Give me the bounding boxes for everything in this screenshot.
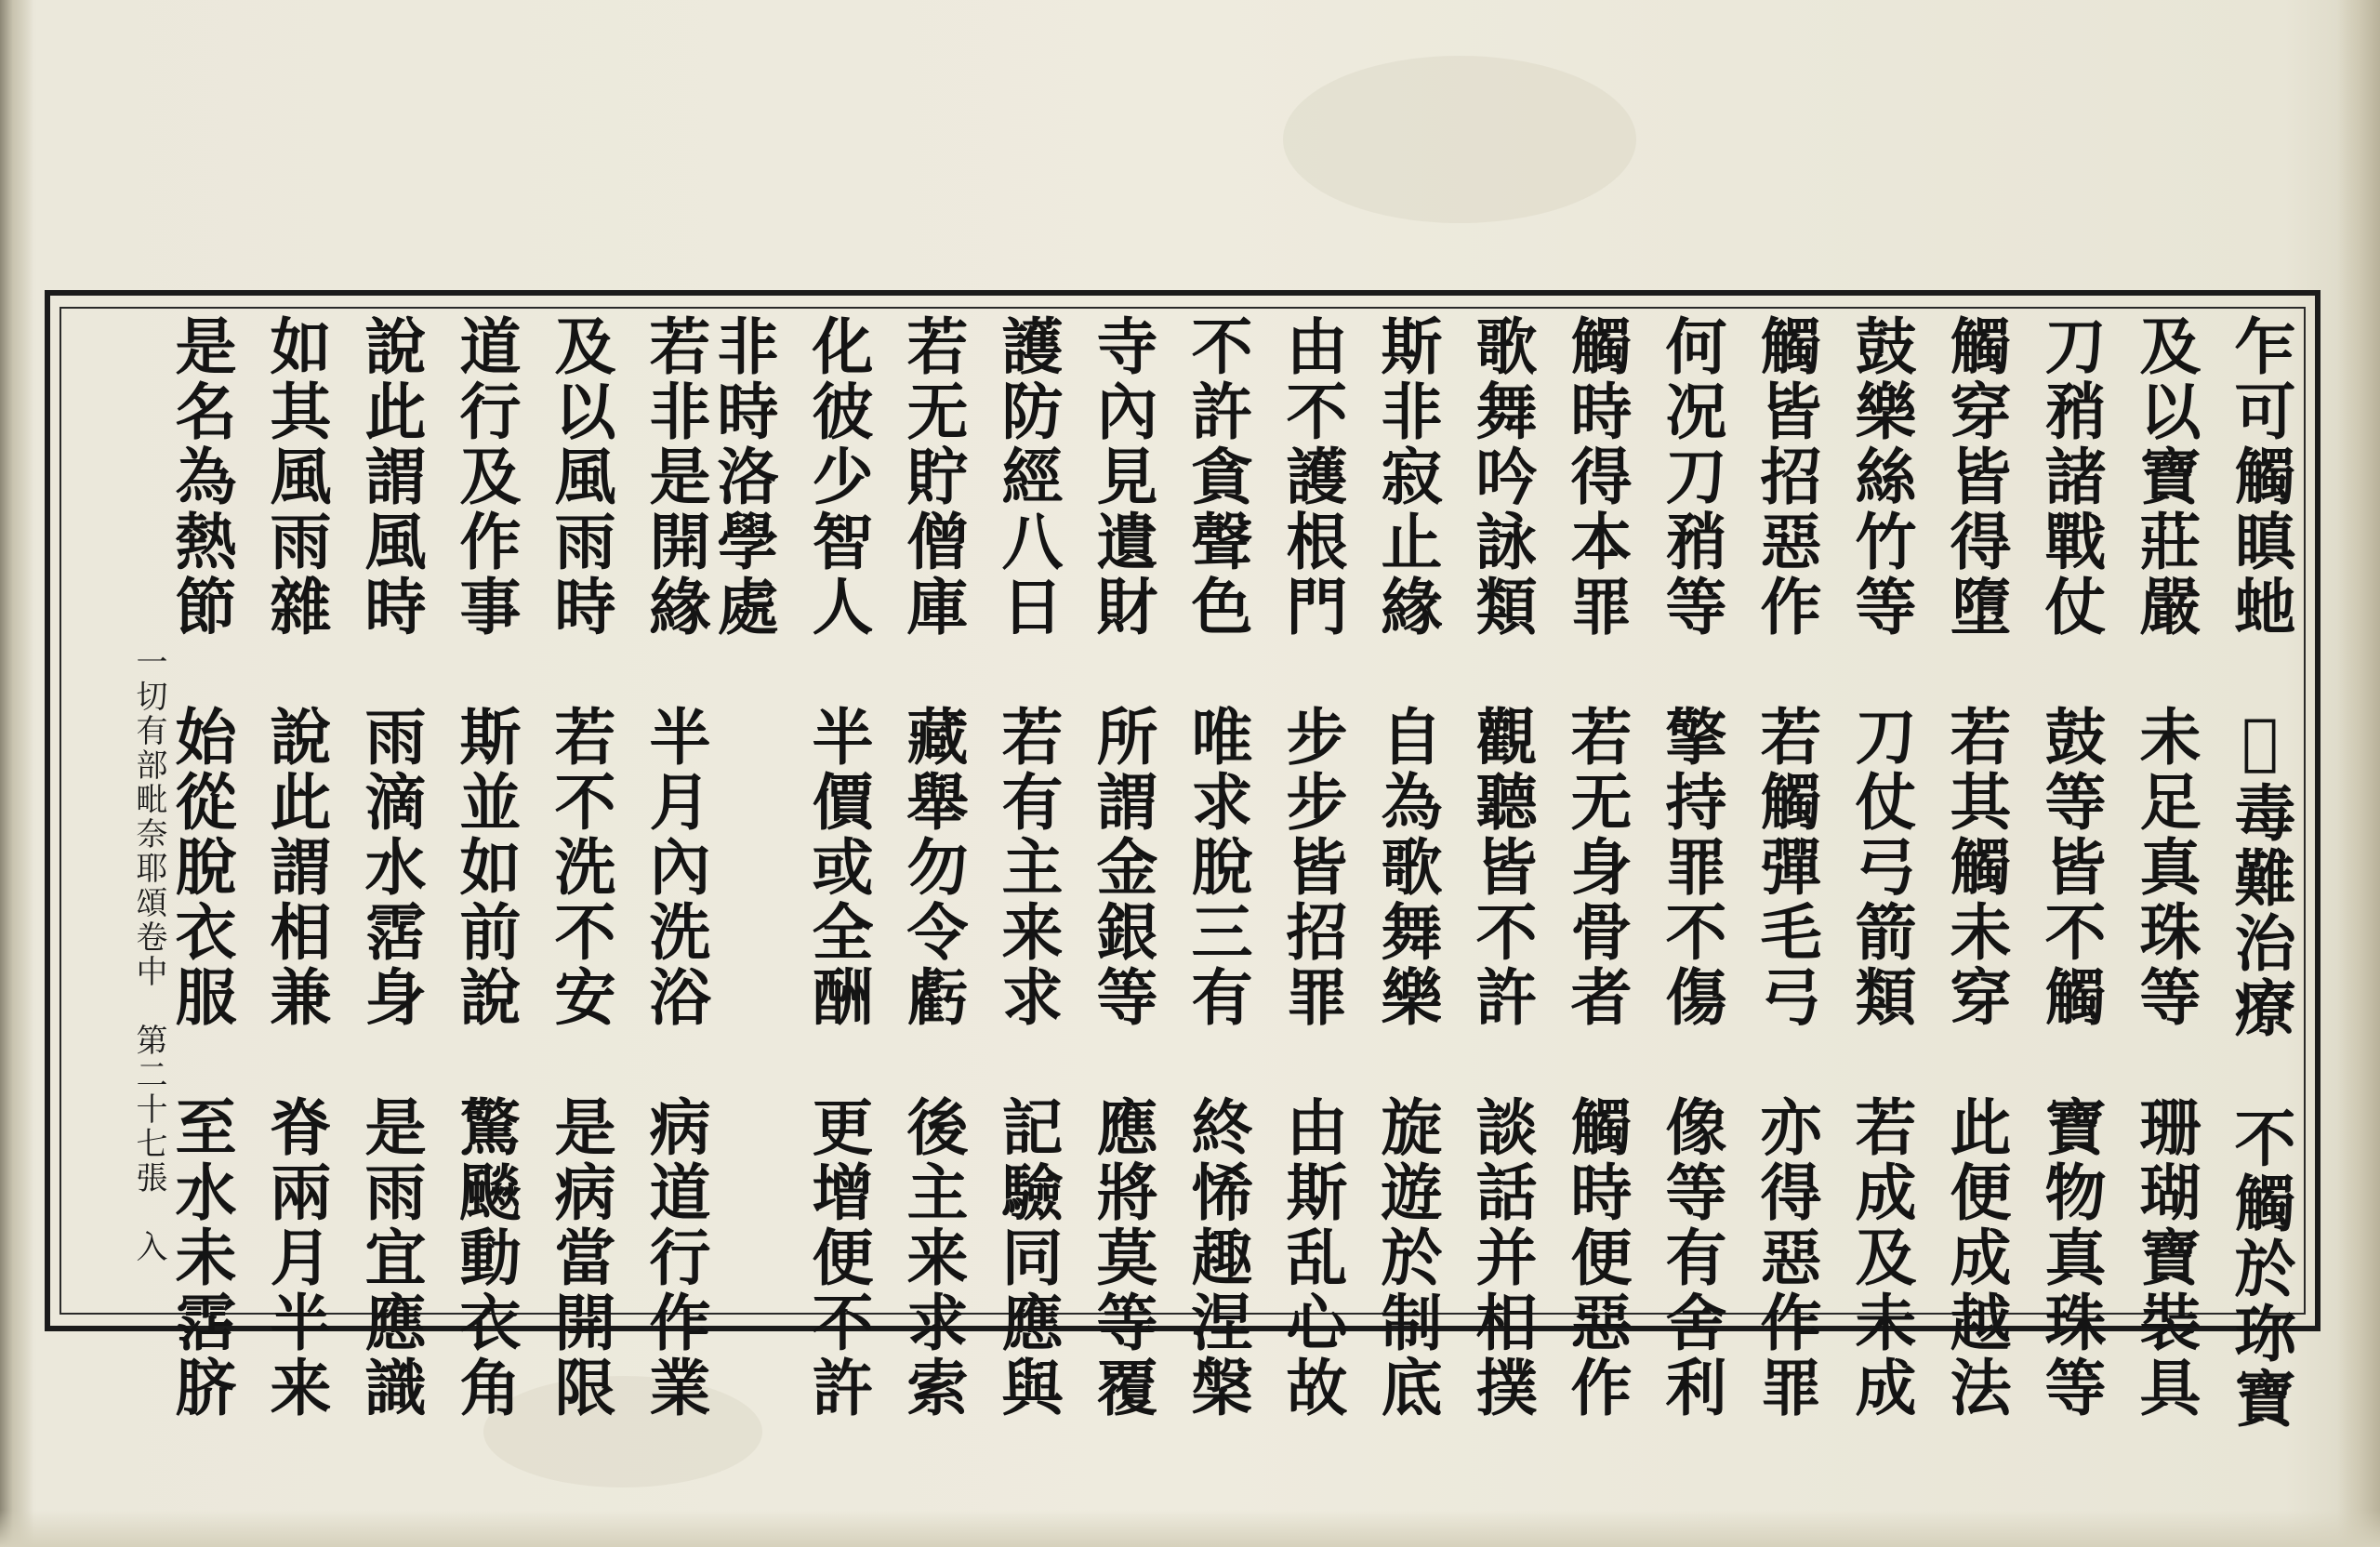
- text-column-8: 觸時得本罪 若无身骨者 觸時便惡作: [1560, 314, 1633, 1421]
- spine-shadow: [0, 0, 33, 1547]
- text-column-14: 護防經八日 若有主来求 記驗同應與: [991, 314, 1064, 1421]
- text-column-21: 如其風雨雜 說此謂相兼 脊兩月半来: [259, 314, 332, 1421]
- text-column-5: 鼓樂絲竹等 刀仗弓箭類 若成及未成: [1844, 314, 1917, 1421]
- paper-stain: [483, 1376, 762, 1488]
- text-column-19: 道行及作事 斯並如前說 驚飈動衣角: [449, 314, 522, 1421]
- text-column-10: 斯非寂止緣 自為歌舞樂 旋遊於制底: [1370, 314, 1443, 1421]
- text-column-7: 何况刀矟等 擎持罪不傷 像等有舍利: [1655, 314, 1727, 1421]
- text-column-15: 若无貯僧庫 藏舉勿令虧 後主来求索: [896, 314, 969, 1421]
- text-column-12: 不許貪聲色 唯求脫三有 終悕趣涅槃: [1181, 314, 1253, 1421]
- text-column-4: 觸穿皆得墮 若其觸未穿 此便成越法: [1939, 314, 2012, 1421]
- text-column-6: 觸皆招惡作 若觸彈毛弓 亦得惡作罪: [1750, 314, 1822, 1421]
- text-column-3: 刀矟諸戰仗 鼓等皆不觸 寶物真珠等: [2034, 314, 2107, 1421]
- page-bottom-edge: [0, 1510, 2380, 1547]
- text-column-2: 及以寶莊嚴 未足真珠等 珊瑚寶裝具: [2129, 314, 2202, 1421]
- text-column-1: 乍可觸瞋虵 𨣥毒難治療 不觸於珎寶: [2224, 314, 2296, 1432]
- page-edge: [2337, 0, 2380, 1547]
- page-footer-marginal: 一切有部毗奈耶頌卷中 第二十七張 入: [130, 645, 167, 1264]
- text-column-17: 若非是開緣 半月內洗浴 病道行作業: [639, 314, 711, 1421]
- text-column-18: 及以風雨時 若不洗不安 是病當開限: [544, 314, 616, 1421]
- paper-stain: [1283, 56, 1636, 223]
- text-column-9: 歌舞吟詠類 觀聽皆不許 談話并相撲: [1465, 314, 1538, 1421]
- text-column-11: 由不護根門 步步皆招罪 由斯乱心故: [1276, 314, 1348, 1421]
- section-heading: 非時洛學處: [707, 314, 779, 640]
- text-column-22: 是名為熱節 始從脫衣服 至水未霑脐: [165, 314, 237, 1421]
- text-column-20: 說此謂風時 雨滴水霑身 是雨宜應識: [354, 314, 427, 1421]
- text-column-16: 化彼少智人 半價或全酬 更增便不許: [801, 314, 874, 1421]
- text-column-13: 寺內見遺財 所謂金銀等 應將莫等覆: [1086, 314, 1158, 1421]
